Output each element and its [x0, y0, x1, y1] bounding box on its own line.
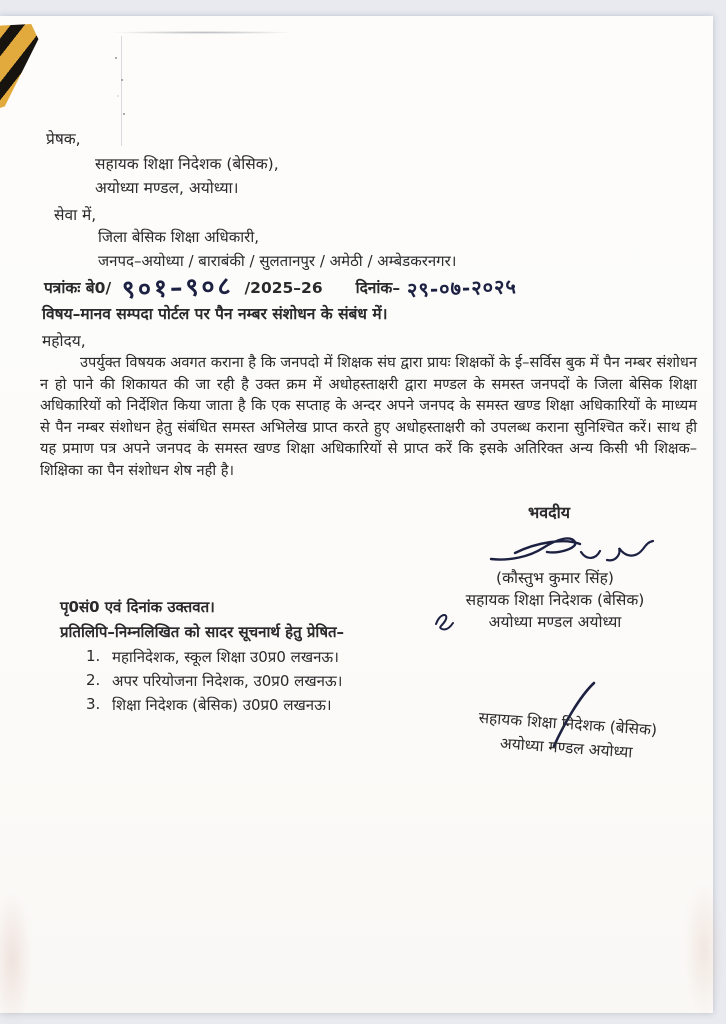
scan-smudge [684, 880, 724, 1020]
copy-item-number: 3. [86, 695, 101, 713]
signatory-office: अयोध्या मण्डल अयोध्या [425, 610, 685, 632]
reference-year: /2025–26 [244, 279, 323, 297]
sender-line: अयोध्या मण्डल, अयोध्या। [95, 179, 239, 198]
reference-label: पत्रांकः बे0/ [44, 279, 112, 297]
reference-number-handwritten: ९०१–९०८ [121, 271, 235, 304]
date-label: दिनांक– [355, 279, 401, 297]
reference-line [44, 272, 684, 305]
copy-item-text: अपर परियोजना निदेशक, उ0प्र0 लखनऊ। [112, 672, 343, 690]
subject-line: विषय–मानव सम्पदा पोर्टल पर पैन नम्बर संशोधन के संबंध में। [42, 305, 388, 323]
recipient-block [98, 228, 456, 275]
copy-item [86, 695, 344, 715]
copy-item [86, 647, 344, 667]
paraph-mark [433, 611, 455, 631]
recipient-line: जिला बेसिक शिक्षा अधिकारी, [98, 228, 259, 246]
copy-item-text: महानिदेशक, स्कूल शिक्षा उ0प्र0 लखनऊ। [112, 648, 339, 666]
signatory-name: (कौस्तुभ कुमार सिंह) [496, 569, 614, 587]
recipient-label: सेवा में, [54, 206, 97, 224]
scan-speckles [112, 52, 130, 122]
copy-item-number: 1. [86, 647, 101, 665]
sender-label: प्रेषक, [46, 130, 81, 148]
stamp-designation: सहायक शिक्षा निदेशक (बेसिक) [478, 708, 658, 740]
recipient-line: जनपद–अयोध्या / बाराबंकी / सुलतानपुर / अमेठी / अम्बेडकरनगर। [98, 251, 457, 270]
signature-block [425, 528, 685, 632]
date-handwritten: २९-०७-२०२५ [406, 274, 518, 302]
copy-item [86, 671, 344, 691]
stamp-office: अयोध्या मण्डल अयोध्या [499, 734, 633, 762]
closing: भवदीय [528, 503, 571, 522]
scan-artifact-line [110, 31, 295, 34]
scan-smudge [0, 890, 32, 1024]
copy-item-number: 2. [86, 671, 101, 689]
sender-line: सहायक शिक्षा निदेशक (बेसिक), [95, 155, 279, 173]
salutation: महोदय, [42, 332, 86, 350]
copy-item-text: शिक्षा निदेशक (बेसिक) उ0प्र0 लखनऊ। [112, 696, 332, 714]
endorsement-block [60, 597, 344, 719]
sender-block [95, 154, 279, 202]
endorsement-ref-line: पृ0सं0 एवं दिनांक उक्तवत। [60, 598, 215, 616]
copy-to-heading: प्रतिलिपि–निम्नलिखित को सादर सूचनार्थ हेतु प्रेषित– [60, 623, 345, 641]
signatory-designation: सहायक शिक्षा निदेशक (बेसिक) [465, 591, 645, 609]
body-paragraph: उपर्युक्त विषयक अवगत कराना है कि जनपदो में शिक्षक संघ द्वारा प्रायः शिक्षकों के ई–सर्विस बुक में पैन नम्बर संशोधन न हो पाने की शिकायत की जा रही है उक्त क्रम में अधोहस्ताक्षरी द्वारा मण्डल के समस्त जनपदों के जिला बेसिक शिक्षा अधिकारियों को निर्देशित किया जाता है कि एक सप्ताह के अन्दर अपने जनपद के समस्त खण्ड शिक्षा अधिकारियों के माध्यम से पैन नम्बर संशोधन हेतु संबंधित समस्त अभिलेख प्राप्त करते हुए अधोहस्ताक्षरी को उपलब्ध कराना सुनिश्चित करें। साथ ही यह प्रमाण पत्र अपने जनपद के समस्त खण्ड शिक्षा अधिकारियों से प्राप्त करें कि इसके अतिरिक्त अन्य किसी भी शिक्षक–शिक्षिका का पैन संशोधन शेष नही है। [40, 354, 697, 479]
